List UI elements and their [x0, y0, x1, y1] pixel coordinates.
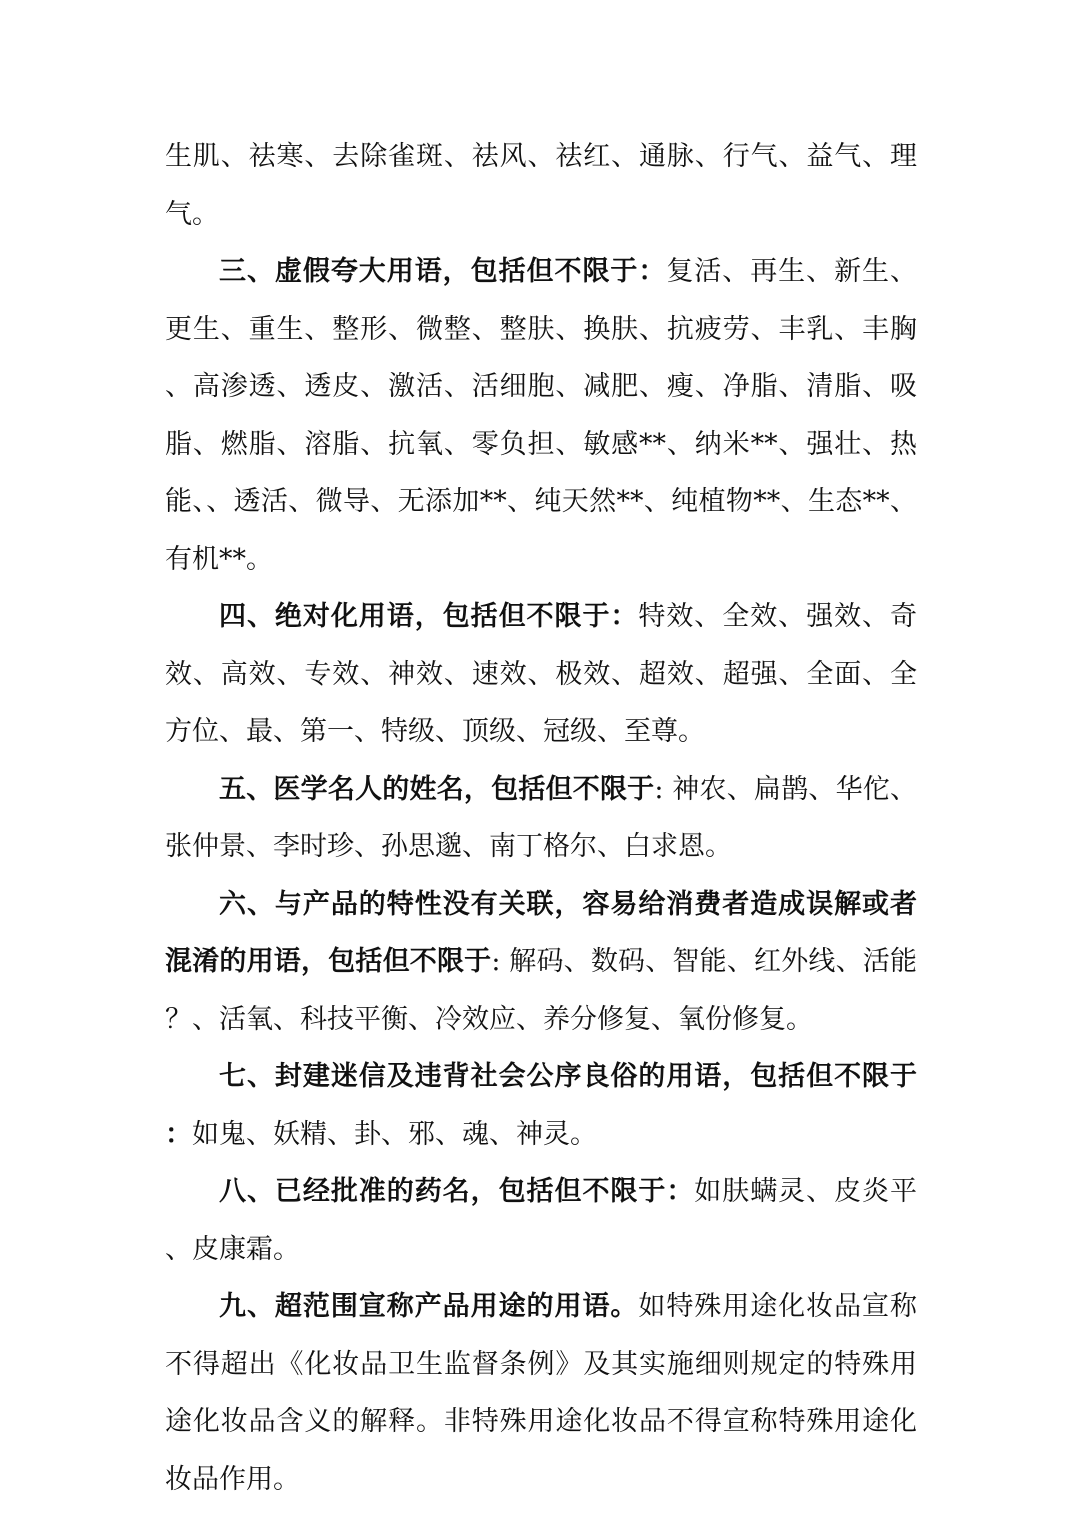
- paragraph-heading: 七、封建迷信及违背社会公序良俗的用语，包括但不限于：: [165, 1061, 917, 1150]
- paragraph-continuation: [165, 128, 917, 243]
- paragraph-misleading-terms: [165, 876, 917, 1049]
- paragraph-medical-names: [165, 761, 917, 876]
- paragraph-heading: 六、与产品的特性没有关联，容易给消费者造成误解或者混淆的用语，包括但不限于: [165, 888, 917, 977]
- paragraph-body: 特效、全效、强效、奇效、高效、专效、神效、速效、极效、超效、超强、全面、全方位、最、第一、特级、顶级、冠级、至尊。: [165, 601, 917, 747]
- paragraph-exaggerated-terms: [165, 243, 917, 588]
- paragraph-heading: 三、虚假夸大用语，包括但不限于：: [219, 256, 667, 287]
- paragraph-body: 生肌、祛寒、去除雀斑、祛风、祛红、通脉、行气、益气、理气。: [165, 141, 917, 230]
- paragraph-body: 如肤螨灵、皮炎平、皮康霜。: [165, 1176, 918, 1265]
- paragraph-body: : 神农、扁鹊、华佗、张仲景、李时珍、孙思邈、南丁格尔、白求恩。: [165, 773, 917, 862]
- paragraph-approved-drug-names: [165, 1163, 917, 1278]
- paragraph-superstition-terms: [165, 1048, 917, 1163]
- paragraph-heading: 八、已经批准的药名，包括但不限于：: [219, 1176, 695, 1207]
- paragraph-body: 复活、再生、新生、更生、重生、整形、微整、整肤、换肤、抗疲劳、丰乳、丰胸、高渗透、透皮、激活、活细胞、减肥、瘦、净脂、清脂、吸脂、燃脂、溶脂、抗氧、零负担、敏感**、纳米**、强壮、热能、、透活、微导、无添加**、纯天然**、纯植物**、生态**、有机**。: [165, 256, 918, 575]
- paragraph-body: 如鬼、妖精、卦、邪、魂、神灵。: [192, 1118, 597, 1150]
- paragraph-out-of-scope-claims: [165, 1278, 917, 1508]
- paragraph-body: : 解码、数码、智能、红外线、活能？、活氧、科技平衡、冷效应、养分修复、氧份修复。: [165, 946, 918, 1035]
- paragraph-heading: 九、超范围宣称产品用途的用语。: [219, 1291, 639, 1322]
- document-page: [165, 128, 917, 1508]
- paragraph-heading: 四、绝对化用语，包括但不限于：: [219, 601, 639, 632]
- paragraph-body: 如特殊用途化妆品宣称不得超出《化妆品卫生监督条例》及其实施细则规定的特殊用途化妆品含义的解释。非特殊用途化妆品不得宣称特殊用途化妆品作用。: [165, 1291, 917, 1495]
- paragraph-absolute-terms: [165, 588, 917, 761]
- paragraph-heading: 五、医学名人的姓名，包括但不限于: [219, 773, 655, 805]
